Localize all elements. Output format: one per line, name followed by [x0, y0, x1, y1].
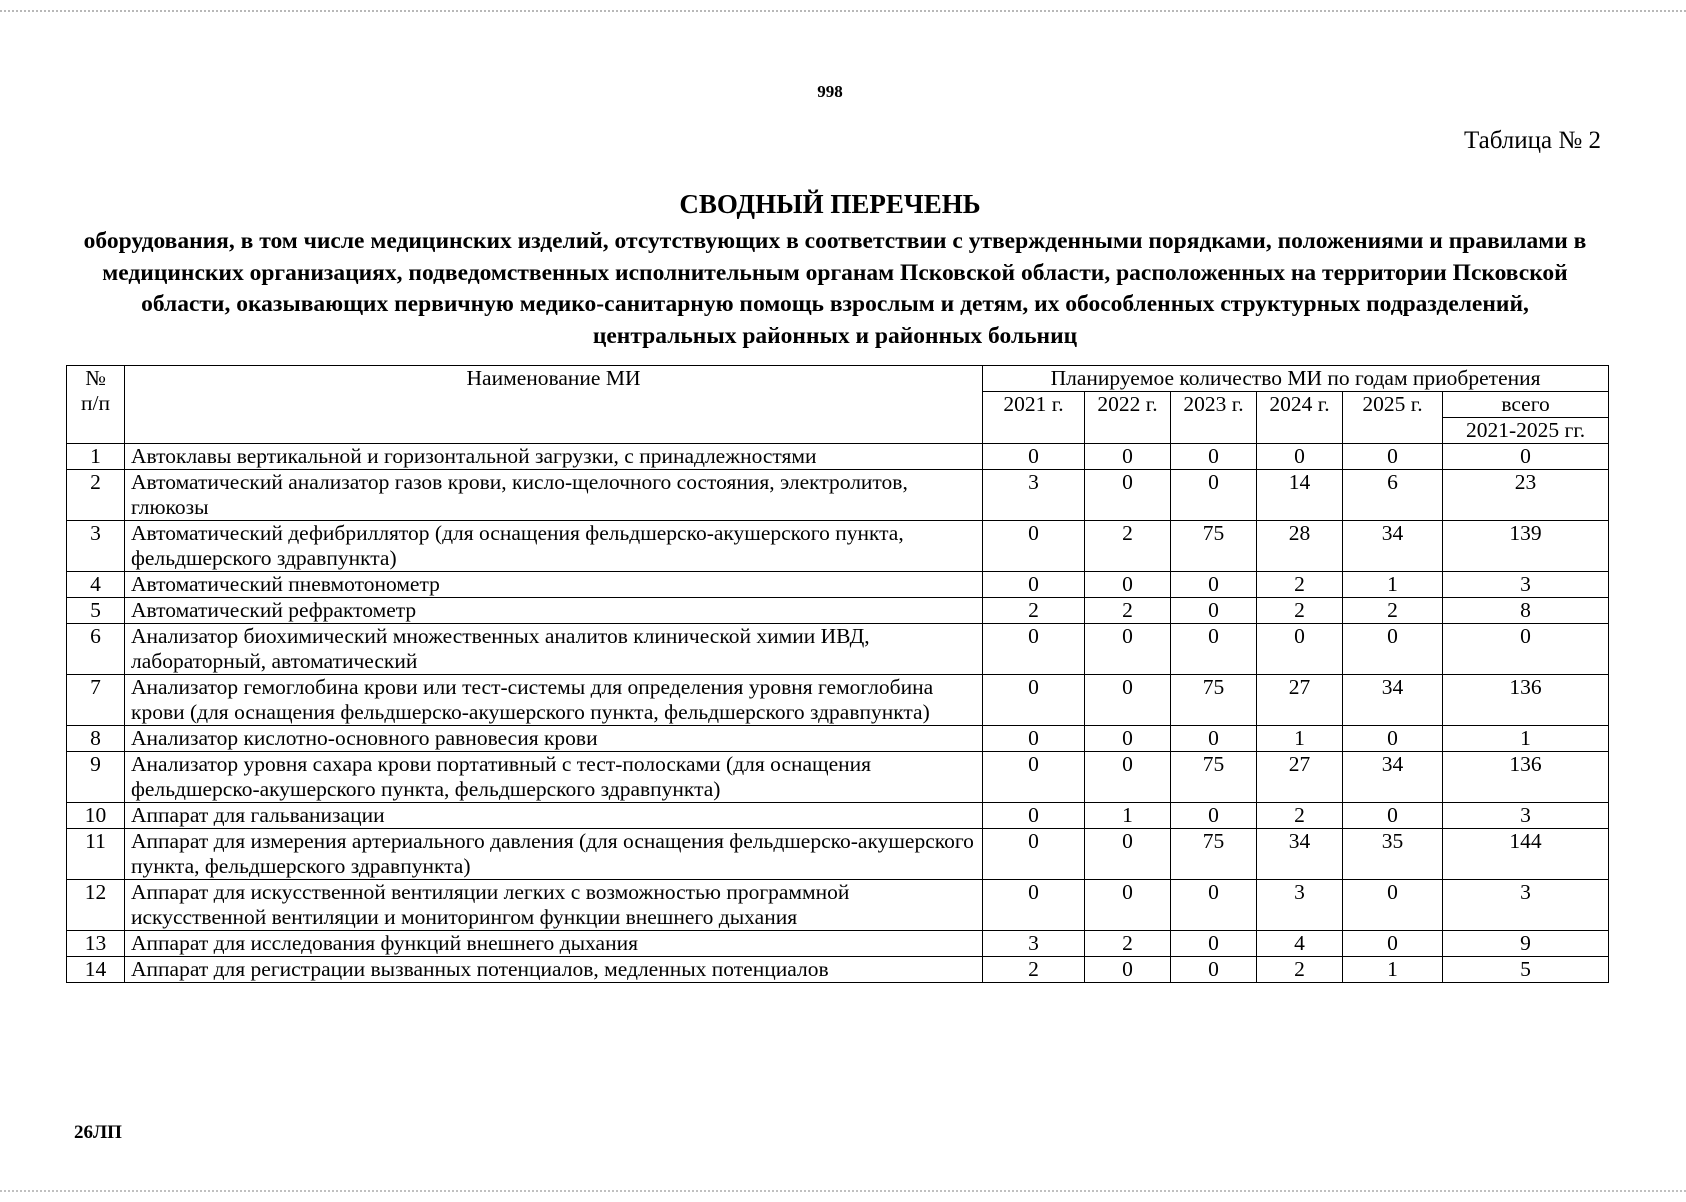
- row-year-value: 0: [1343, 803, 1443, 829]
- row-year-value: 27: [1257, 675, 1343, 726]
- row-item-name: Анализатор биохимический множественных аналитов клинической химии ИВД, лабораторный, автоматический: [125, 624, 983, 675]
- row-year-value: 27: [1257, 752, 1343, 803]
- row-number: 11: [67, 829, 125, 880]
- row-year-value: 2: [1257, 572, 1343, 598]
- table-row: [67, 470, 1609, 521]
- row-year-value: 34: [1343, 521, 1443, 572]
- row-total-value: 0: [1443, 444, 1609, 470]
- table-row: [67, 957, 1609, 983]
- table-row: [67, 752, 1609, 803]
- header-year-2022: 2022 г.: [1085, 392, 1171, 444]
- row-item-name: Аппарат для измерения артериального давления (для оснащения фельдшерско-акушерского пункта, фельдшерского здравпункта): [125, 829, 983, 880]
- table-row: [67, 880, 1609, 931]
- row-year-value: 0: [1171, 572, 1257, 598]
- row-total-value: 136: [1443, 752, 1609, 803]
- row-year-value: 0: [1085, 470, 1171, 521]
- row-year-value: 0: [983, 675, 1085, 726]
- table-row: [67, 829, 1609, 880]
- row-year-value: 4: [1257, 931, 1343, 957]
- row-year-value: 0: [1171, 470, 1257, 521]
- row-year-value: 34: [1257, 829, 1343, 880]
- row-year-value: 1: [1257, 726, 1343, 752]
- row-year-value: 3: [1257, 880, 1343, 931]
- row-year-value: 1: [1343, 572, 1443, 598]
- header-total-label: всего: [1443, 392, 1609, 418]
- scan-edge-top: [0, 0, 1686, 12]
- row-item-name: Анализатор гемоглобина крови или тест-системы для определения уровня гемоглобина крови (для оснащения фельдшерско-акушерского пункта, фельдшерского здравпункта): [125, 675, 983, 726]
- row-number: 6: [67, 624, 125, 675]
- row-year-value: 0: [1171, 803, 1257, 829]
- row-item-name: Аппарат для искусственной вентиляции легких с возможностью программной искусственной вентиляции и мониторингом функции внешнего дыхания: [125, 880, 983, 931]
- page-number: 998: [817, 82, 843, 101]
- table-row: [67, 803, 1609, 829]
- row-year-value: 0: [1171, 444, 1257, 470]
- row-year-value: 0: [1085, 880, 1171, 931]
- row-year-value: 2: [983, 598, 1085, 624]
- row-item-name: Автоклавы вертикальной и горизонтальной загрузки, с принадлежностями: [125, 444, 983, 470]
- row-item-name: Аппарат для гальванизации: [125, 803, 983, 829]
- row-year-value: 2: [1257, 957, 1343, 983]
- row-number: 12: [67, 880, 125, 931]
- row-year-value: 0: [983, 624, 1085, 675]
- header-year-2023: 2023 г.: [1171, 392, 1257, 444]
- table-body: [67, 444, 1609, 983]
- row-year-value: 0: [1085, 572, 1171, 598]
- row-number: 7: [67, 675, 125, 726]
- row-year-value: 0: [1343, 880, 1443, 931]
- row-year-value: 0: [1171, 726, 1257, 752]
- row-item-name: Аппарат для исследования функций внешнего дыхания: [125, 931, 983, 957]
- header-year-2024: 2024 г.: [1257, 392, 1343, 444]
- row-year-value: 2: [1257, 803, 1343, 829]
- table-row: [67, 572, 1609, 598]
- row-item-name: Аппарат для регистрации вызванных потенциалов, медленных потенциалов: [125, 957, 983, 983]
- row-year-value: 2: [1085, 931, 1171, 957]
- row-year-value: 34: [1343, 675, 1443, 726]
- scan-edge-bottom: [0, 1190, 1686, 1202]
- row-year-value: 2: [983, 957, 1085, 983]
- row-item-name: Анализатор уровня сахара крови портативный с тест-полосками (для оснащения фельдшерско-акушерского пункта, фельдшерского здравпункта): [125, 752, 983, 803]
- row-year-value: 3: [983, 931, 1085, 957]
- row-year-value: 0: [1171, 957, 1257, 983]
- row-year-value: 0: [1085, 675, 1171, 726]
- row-year-value: 0: [983, 803, 1085, 829]
- equipment-table: [66, 365, 1609, 983]
- row-year-value: 28: [1257, 521, 1343, 572]
- header-year-2021: 2021 г.: [983, 392, 1085, 444]
- row-year-value: 2: [1085, 521, 1171, 572]
- row-year-value: 0: [1085, 957, 1171, 983]
- row-year-value: 0: [1171, 931, 1257, 957]
- row-number: 5: [67, 598, 125, 624]
- row-number: 14: [67, 957, 125, 983]
- row-year-value: 0: [1085, 624, 1171, 675]
- document-title: СВОДНЫЙ ПЕРЕЧЕНЬ: [679, 189, 981, 219]
- row-number: 8: [67, 726, 125, 752]
- row-year-value: 1: [1343, 957, 1443, 983]
- row-year-value: 1: [1085, 803, 1171, 829]
- table-row: [67, 624, 1609, 675]
- row-item-name: Автоматический пневмотонометр: [125, 572, 983, 598]
- table-row: [67, 444, 1609, 470]
- row-year-value: 0: [983, 752, 1085, 803]
- row-number: 3: [67, 521, 125, 572]
- header-total-period: 2021-2025 гг.: [1443, 418, 1609, 444]
- table-row: [67, 521, 1609, 572]
- table-row: [67, 931, 1609, 957]
- row-year-value: 0: [1085, 444, 1171, 470]
- row-year-value: 35: [1343, 829, 1443, 880]
- row-total-value: 0: [1443, 624, 1609, 675]
- row-year-value: 0: [983, 521, 1085, 572]
- row-total-value: 3: [1443, 572, 1609, 598]
- row-year-value: 2: [1343, 598, 1443, 624]
- header-name: Наименование МИ: [125, 366, 983, 444]
- row-number: 13: [67, 931, 125, 957]
- row-total-value: 3: [1443, 803, 1609, 829]
- row-item-name: Автоматический рефрактометр: [125, 598, 983, 624]
- document-subtitle: оборудования, в том числе медицинских изделий, отсутствующих в соответствии с утвержденными порядками, положениями и правилами в медицинских организациях, подведомственных исполнительным органам Псковской области, расположенных на территории Псковской области, оказывающих первичную медико-санитарную помощь взрослым и детям, их обособленных структурных подразделений, центральных районных и районных больниц: [83, 228, 1587, 349]
- row-total-value: 139: [1443, 521, 1609, 572]
- row-item-name: Автоматический анализатор газов крови, кисло-щелочного состояния, электролитов, глюкозы: [125, 470, 983, 521]
- row-year-value: 34: [1343, 752, 1443, 803]
- row-number: 4: [67, 572, 125, 598]
- row-number: 9: [67, 752, 125, 803]
- row-year-value: 6: [1343, 470, 1443, 521]
- row-year-value: 3: [983, 470, 1085, 521]
- row-number: 2: [67, 470, 125, 521]
- row-year-value: 0: [1085, 752, 1171, 803]
- row-year-value: 2: [1085, 598, 1171, 624]
- row-year-value: 0: [1171, 880, 1257, 931]
- row-item-name: Анализатор кислотно-основного равновесия крови: [125, 726, 983, 752]
- row-year-value: 0: [1343, 931, 1443, 957]
- table-header: [67, 366, 1609, 444]
- row-total-value: 23: [1443, 470, 1609, 521]
- table-row: [67, 675, 1609, 726]
- row-total-value: 8: [1443, 598, 1609, 624]
- row-total-value: 144: [1443, 829, 1609, 880]
- row-year-value: 0: [1257, 624, 1343, 675]
- row-year-value: 0: [983, 726, 1085, 752]
- row-year-value: 0: [983, 572, 1085, 598]
- row-number: 1: [67, 444, 125, 470]
- row-total-value: 136: [1443, 675, 1609, 726]
- table-row: [67, 598, 1609, 624]
- row-year-value: 14: [1257, 470, 1343, 521]
- row-year-value: 0: [983, 880, 1085, 931]
- row-year-value: 0: [1085, 829, 1171, 880]
- footer-code: 26ЛП: [74, 1122, 122, 1143]
- row-total-value: 9: [1443, 931, 1609, 957]
- header-planned-quantity: Планируемое количество МИ по годам приобретения: [983, 366, 1609, 392]
- row-year-value: 75: [1171, 829, 1257, 880]
- row-total-value: 5: [1443, 957, 1609, 983]
- row-year-value: 75: [1171, 752, 1257, 803]
- row-year-value: 75: [1171, 521, 1257, 572]
- header-number: № п/п: [67, 366, 125, 444]
- row-year-value: 2: [1257, 598, 1343, 624]
- row-year-value: 0: [1343, 624, 1443, 675]
- row-year-value: 0: [1343, 444, 1443, 470]
- row-item-name: Автоматический дефибриллятор (для оснащения фельдшерско-акушерского пункта, фельдшерского здравпункта): [125, 521, 983, 572]
- row-year-value: 0: [1343, 726, 1443, 752]
- table-label: Таблица № 2: [1463, 127, 1601, 154]
- row-year-value: 0: [1257, 444, 1343, 470]
- row-year-value: 0: [1171, 624, 1257, 675]
- row-year-value: 75: [1171, 675, 1257, 726]
- header-year-2025: 2025 г.: [1343, 392, 1443, 444]
- row-total-value: 1: [1443, 726, 1609, 752]
- row-year-value: 0: [1085, 726, 1171, 752]
- row-year-value: 0: [983, 444, 1085, 470]
- row-year-value: 0: [983, 829, 1085, 880]
- row-total-value: 3: [1443, 880, 1609, 931]
- row-number: 10: [67, 803, 125, 829]
- row-year-value: 0: [1171, 598, 1257, 624]
- table-row: [67, 726, 1609, 752]
